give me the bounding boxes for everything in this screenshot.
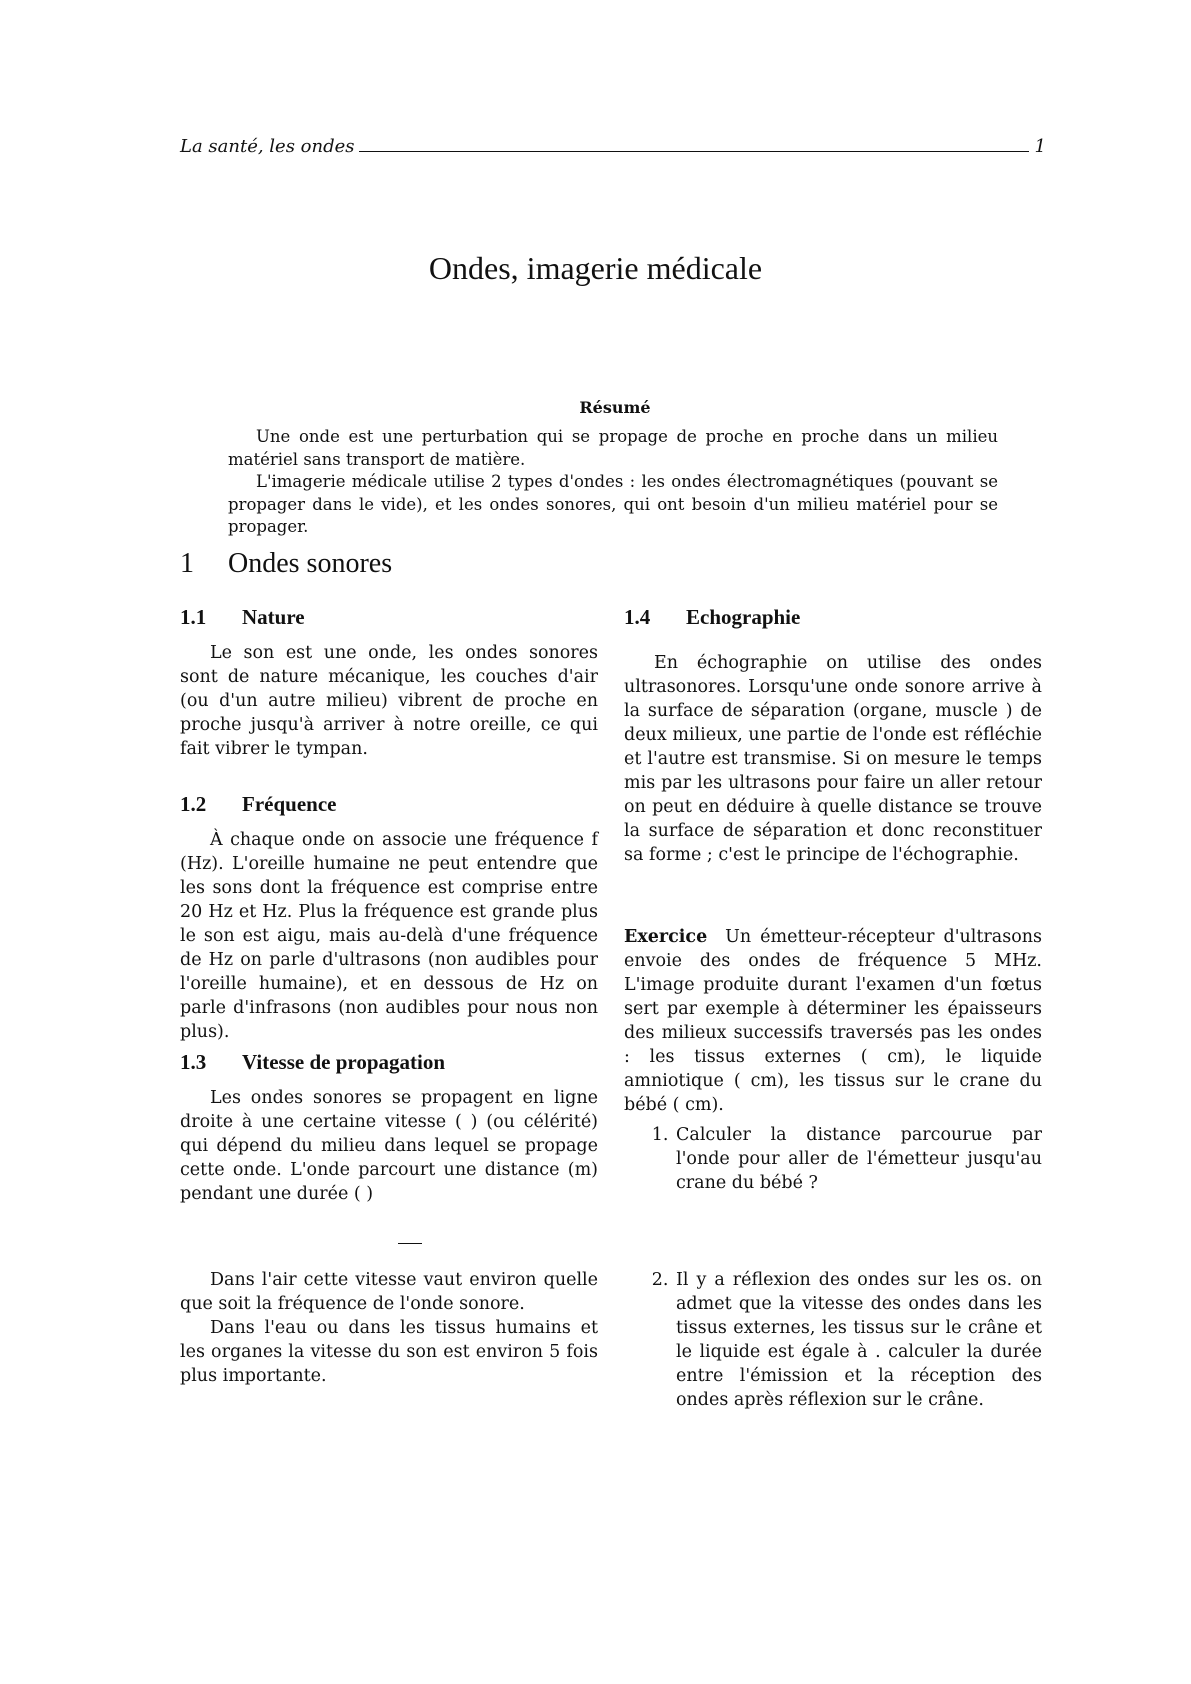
exercise-statement <box>624 925 1042 1117</box>
question-2-block <box>624 1268 1042 1412</box>
subsection-number: 1.4 <box>624 605 651 629</box>
question-2: 2. Il y a réflexion des ondes sur les os. on admet que la vitesse des ondes dans les tissus externes, les tissus sur le crâne et le liquide est égale à . calculer la durée entre l'émission et la réception des ondes après réflexion sur le crâne. <box>674 1268 1042 1412</box>
subsection-title: Fréquence <box>242 792 337 816</box>
subsection-heading <box>180 1050 598 1074</box>
question-list <box>624 1268 1042 1412</box>
page-number: 1 <box>1034 136 1046 157</box>
paragraph: Le son est une onde, les ondes sonores sont de nature mécanique, les couches d'air (ou d'un autre milieu) vibrent de proche en proche jusqu'à arriver à notre oreille, ce qui fait vibrer le tympan. <box>180 643 598 759</box>
subsection-number: 1.3 <box>180 1050 207 1074</box>
subsection-number: 1.2 <box>180 792 207 816</box>
subsection-1-2 <box>180 792 598 1044</box>
subsection-1-4 <box>624 605 1042 867</box>
subsection-heading <box>624 605 1042 629</box>
question-list <box>624 1123 1042 1195</box>
paragraph: En échographie on utilise des ondes ultrasonores. Lorsqu'une onde sonore arrive à la surface de séparation (organe, muscle ) de deux milieux, une partie de l'onde est réfléchie et l'autre est transmise. Si on mesure le temps mis par les ultrasons pour faire un aller retour on peut en déduire à quelle distance se trouve la surface de séparation et donc reconstituer sa forme ; c'est le principe de l'échographie. <box>624 653 1042 865</box>
question-1-block <box>624 1123 1042 1195</box>
paragraph: Dans l'eau ou dans les tissus humains et les organes la vitesse du son est environ 5 fois plus importante. <box>180 1318 598 1386</box>
exercise-label: Exercice <box>624 927 708 947</box>
question-1: 1. Calculer la distance parcourue par l'onde pour aller de l'émetteur jusqu'au crane du bébé ? <box>674 1123 1042 1195</box>
subsection-1-3 <box>180 1050 598 1206</box>
paragraph: À chaque onde on associe une fréquence f (Hz). L'oreille humaine ne peut entendre que les sons dont la fréquence est comprise entre 20 Hz et Hz. Plus la fréquence est grande plus le son est aigu, mais au-delà d'une fréquence de Hz on parle d'ultrasons (non audibles pour l'oreille humaine), et en dessous de Hz on parle d'infrasons (non audibles pour nous non plus). <box>180 830 598 1042</box>
header-rule <box>359 151 1029 152</box>
exercise-text: Un émetteur-récepteur d'ultrasons envoie des ondes de fréquence 5 MHz. L'image produite durant l'examen d'un fœtus sert par exemple à déterminer les épaisseurs des milieux successifs traversés pas les ondes : les tissus externes ( cm), le liquide amniotique ( cm), les tissus sur le crane du bébé ( cm). <box>624 927 1042 1115</box>
subsection-heading <box>180 605 598 629</box>
abstract-paragraph-2: L'imagerie médicale utilise 2 types d'ondes : les ondes électromagnétiques (pouvant se propager dans le vide), et les ondes sonores, qui ont besoin d'un milieu matériel pour se propager. <box>228 472 998 536</box>
subsection-1-1 <box>180 605 598 761</box>
subsection-1-3-continued <box>180 1268 598 1388</box>
paragraph: Les ondes sonores se propagent en ligne droite à une certaine vitesse ( ) (ou célérité) qui dépend du milieu dans lequel se propage cette onde. L'onde parcourt une distance (m) pendant une durée ( ) <box>180 1088 598 1204</box>
section-number: 1 <box>180 548 194 579</box>
exercise <box>624 925 1042 1117</box>
document-title: Ondes, imagerie médicale <box>428 250 763 286</box>
subsection-title: Echographie <box>686 605 801 629</box>
header-title: La santé, les ondes <box>180 136 355 157</box>
paragraph: Dans l'air cette vitesse vaut environ quelle que soit la fréquence de l'onde sonore. <box>180 1270 598 1314</box>
subsection-title: Nature <box>242 605 305 629</box>
abstract <box>228 426 998 539</box>
abstract-heading: Résumé <box>579 398 651 417</box>
subsection-number: 1.1 <box>180 605 207 629</box>
section-title: Ondes sonores <box>228 548 393 579</box>
section-heading-1 <box>180 548 392 580</box>
equation-fraction-bar <box>398 1243 422 1244</box>
running-header <box>180 133 1046 157</box>
subsection-title: Vitesse de propagation <box>242 1050 446 1074</box>
subsection-heading <box>180 792 598 816</box>
abstract-paragraph-1: Une onde est une perturbation qui se propage de proche en proche dans un milieu matériel sans transport de matière. <box>228 427 998 469</box>
